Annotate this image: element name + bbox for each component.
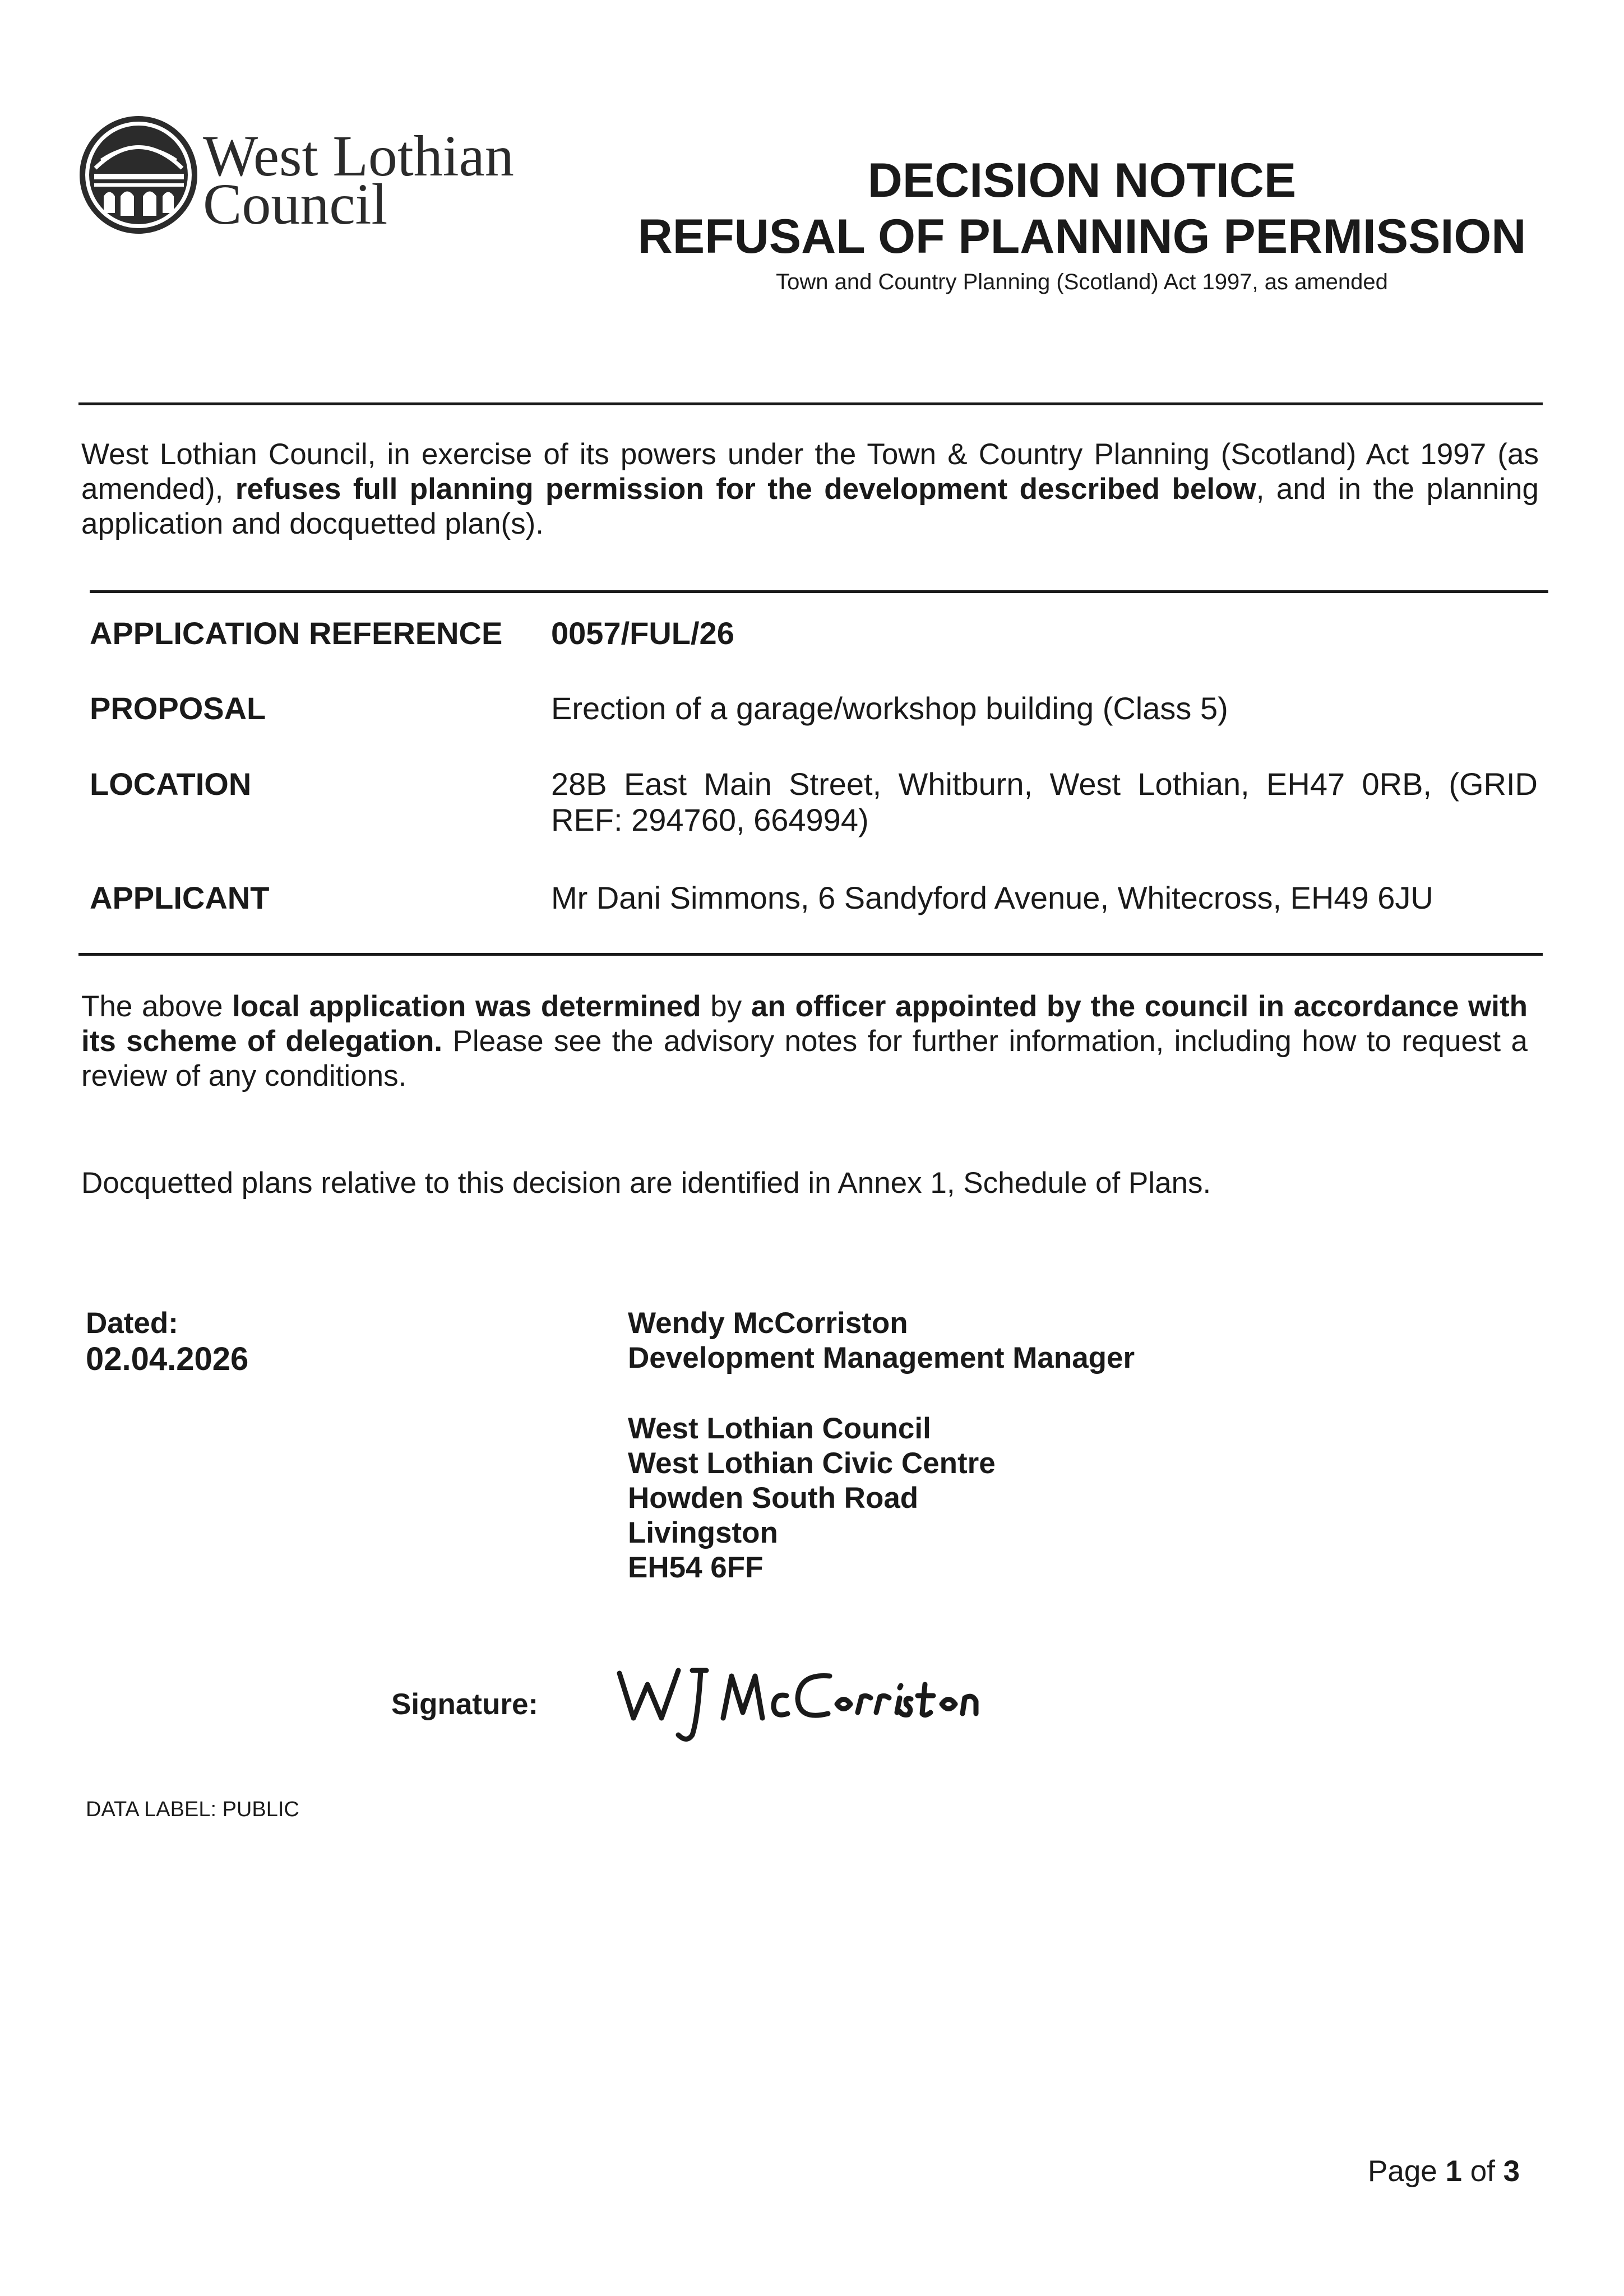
notice-title: DECISION NOTICE — [867, 154, 1297, 207]
handwritten-signature — [608, 1651, 1012, 1746]
table-bottom-divider — [78, 953, 1543, 956]
logo-text-line1: West Lothian — [203, 124, 514, 188]
page-of: of — [1462, 2155, 1503, 2188]
page-total: 3 — [1503, 2155, 1520, 2188]
applicant-label: APPLICANT — [90, 880, 270, 915]
intro-text-end: , and in the planning application and docquetted plan(s). — [81, 473, 1539, 540]
address-line: West Lothian Council — [628, 1412, 931, 1445]
determination-paragraph — [81, 989, 1528, 1094]
page-current: 1 — [1445, 2155, 1462, 2188]
determination-bold-2: an officer appointed by the council in accordance with its scheme of delegation. — [81, 990, 1528, 1058]
dated-label: Dated: — [86, 1307, 178, 1340]
address-line: Howden South Road — [628, 1482, 919, 1515]
signature-label: Signature: — [391, 1688, 539, 1721]
determination-text-3: Please see the advisory notes for further information, including how to request a review of any conditions. — [81, 1025, 1528, 1093]
intro-paragraph — [81, 437, 1539, 541]
page-prefix: Page — [1368, 2155, 1446, 2188]
data-classification-label: DATA LABEL: PUBLIC — [86, 1798, 299, 1821]
logo-text-line2: Council — [203, 172, 388, 237]
page-number — [1368, 2154, 1520, 2189]
reference-value: 0057/FUL/26 — [551, 615, 734, 651]
table-top-divider — [90, 590, 1548, 593]
address-line: EH54 6FF — [628, 1551, 764, 1584]
notice-title-block — [605, 152, 1558, 297]
notice-subtitle-heading: REFUSAL OF PLANNING PERMISSION — [637, 210, 1526, 263]
applicant-value: Mr Dani Simmons, 6 Sandyford Avenue, Whitecross, EH49 6JU — [551, 880, 1433, 915]
act-reference: Town and Country Planning (Scotland) Act 1997, as amended — [776, 270, 1388, 294]
address-line: West Lothian Civic Centre — [628, 1447, 996, 1480]
address-line: Livingston — [628, 1516, 778, 1549]
proposal-value: Erection of a garage/workshop building (Class 5) — [551, 691, 1228, 726]
location-label: LOCATION — [90, 766, 252, 802]
docquetted-plans-note: Docquetted plans relative to this decision are identified in Annex 1, Schedule of Plans. — [81, 1166, 1211, 1200]
header-divider — [78, 402, 1543, 405]
viaduct-emblem-icon — [78, 115, 199, 235]
council-logo — [78, 115, 527, 244]
signatory-role: Development Management Manager — [628, 1341, 1135, 1374]
intro-text: West Lothian Council, in exercise of its powers under the Town & Country Planning (Scotland) Act 1997 (as amended), — [81, 438, 1539, 506]
determination-text-1: The above — [81, 990, 233, 1023]
proposal-label: PROPOSAL — [90, 691, 266, 726]
determination-text-2: by — [701, 990, 751, 1023]
dated-value: 02.04.2026 — [86, 1341, 249, 1377]
intro-bold-text: refuses full planning permission for the development described below — [235, 473, 1256, 506]
location-value: 28B East Main Street, Whitburn, West Lothian, EH47 0RB, (GRID REF: 294760, 664994) — [551, 766, 1538, 837]
signatory-name: Wendy McCorriston — [628, 1307, 908, 1340]
determination-bold-1: local application was determined — [232, 990, 701, 1023]
reference-label: APPLICATION REFERENCE — [90, 615, 503, 651]
